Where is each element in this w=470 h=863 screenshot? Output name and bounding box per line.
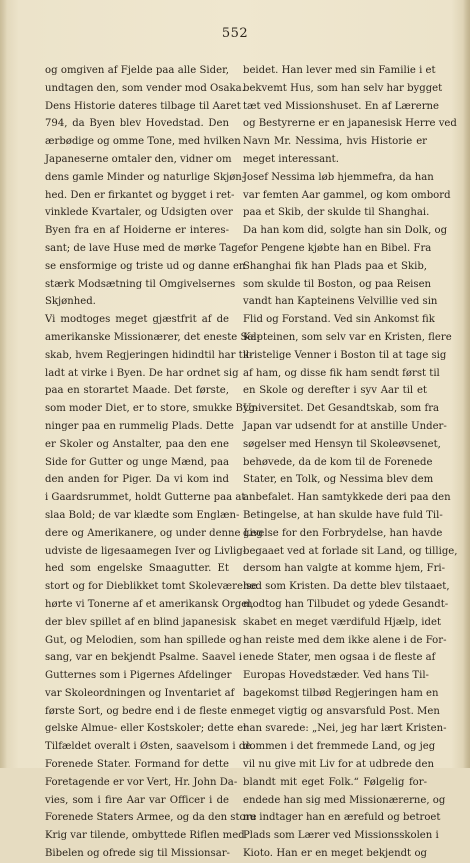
text-column-left [45,62,263,863]
text-line: enede Stater, men ogsaa i de fleste af [243,652,436,664]
text-line: se ensformige og triste ud og danne en [45,260,246,272]
text-line: vinklede Kvartaler, og Udsigten over [45,207,233,219]
text-line: vies, som i fire Aar var Officer i de [45,794,229,806]
text-line: 794, da Byen blev Hovedstad. Den [45,118,229,130]
text-line: Betingelse, at han skulde have fuld Til- [243,509,443,521]
text-line: udviste de ligesaamegen Iver og Livlig- [45,545,247,557]
text-line: anbefalet. Han samtykkede deri paa den [243,492,451,504]
text-line: en Skole og derefter i syv Aar til et [243,385,427,397]
text-line: behøvede, da de kom til de Forenede [243,456,433,468]
text-line: amerikanske Missionærer, det eneste Sel- [45,331,260,343]
text-line: meget interessant. [243,153,339,165]
text-line: var femten Aar gammel, og kom ombord [243,189,451,201]
text-line: Bibelen og ofrede sig til Missionsar- [45,848,230,860]
text-line: hed. Den er firkantet og bygget i ret- [45,189,235,201]
text-line: undtagen den, som vender mod Osaka. [45,82,245,94]
text-line: han reiste med dem ikke alene i de For- [243,634,447,646]
text-line: ladt at virke i Byen. De har ordnet sig [45,367,239,379]
text-line: ærbødige og omme Tone, med hvilken [45,136,241,148]
text-line: stærk Modsætning til Omgivelsernes [45,278,236,290]
text-line: Skjønhed. [45,296,96,308]
text-line: Stater, en Tolk, og Nessima blev dem [243,474,434,486]
text-line: Vi modtoges meget gjæstfrit af de [45,314,229,326]
text-line: kristelige Venner i Boston til at tage sig [243,349,447,361]
text-line: Foretagende er vor Vert, Hr. John Da- [45,776,238,788]
text-line: for Pengene kjøbte han en Bibel. Fra [243,242,432,254]
text-line: beidet. Han lever med sin Familie i et [243,65,436,76]
text-line: dere og Amerikanere, og under denne Leg [45,527,263,539]
text-line: Gutternes som i Pigernes Afdelinger [45,670,232,682]
text-line: og omgiven af Fjelde paa alle Sider, [45,65,229,76]
text-line: blandt mit eget Folk.“ Følgelig for- [243,776,427,788]
text-line: hed som Kristen. Da dette blev tilstaaet, [243,581,450,593]
text-line: Da han kom did, solgte han sin Dolk, og [243,225,448,237]
text-line: paa en storartet Maade. Det første, [45,385,229,397]
text-line: Plads som Lærer ved Missionsskolen i [243,830,439,842]
text-line: endede han sig med Missionærerne, og [243,794,446,806]
text-line: dersom han valgte at komme hjem, Fri- [243,563,446,575]
text-line: meget vigtig og ansvarsfuld Post. Men [243,705,440,717]
text-line: Forenede Staters Armee, og da den store [45,812,257,824]
text-line: der blev spillet af en blind japanesisk [45,616,237,628]
text-line: Krig var tilende, ombyttede Riflen med [45,830,245,842]
text-line: stort og for Dieblikket tomt Skoleværelse [45,581,258,593]
text-line: og Bestyrerne er en japanesisk Herre ved [243,118,457,130]
text-line: Europas Hovedstæder. Ved hans Til- [243,670,429,682]
text-line: hørte vi Tonerne af et amerikansk Orgel, [45,598,254,610]
text-line: skab, hvem Regjeringen hidindtil har til- [45,349,253,361]
text-line: Japan var udsendt for at anstille Under- [243,420,447,432]
text-line: Kioto. Han er en meget bekjendt og [243,848,427,860]
text-line: var Skoleordningen og Inventariet af [45,687,235,699]
text-line: den anden for Piger. Da vi kom ind [45,474,229,486]
text-line: slaa Bold; de var klædte som Englæn- [45,509,240,521]
text-line: Kapteinen, som selv var en Kristen, flere [243,331,452,343]
text-line: Flid og Forstand. Ved sin Ankomst fik [243,314,435,326]
text-line: Japaneserne omtaler den, vidner om [45,153,232,165]
text-line: første Sort, og bedre end i de fleste en- [45,705,247,717]
text-line: begaaet ved at forlade sit Land, og tillige, [243,545,458,557]
text-line: dommen i det fremmede Land, og jeg [243,741,436,753]
text-line: han svarede: „Nei, jeg har lært Kristen- [243,723,447,735]
text-line: Shanghai fik han Plads paa et Skib, [243,260,427,272]
text-line: vandt han Kapteinens Velvillie ved sin [243,296,438,308]
page-number: 552 [221,26,249,41]
text-line: vil nu give mit Liv for at udbrede den [243,759,434,771]
text-line: som moder Diet, er to store, smukke Byg- [45,403,259,415]
text-line: nu indtager han en ærefuld og betroet [243,812,441,824]
text-line: søgelser med Hensyn til Skoleøvsenet, [243,438,441,450]
text-line: som skulde til Boston, og paa Reisen [243,278,432,290]
text-line: bekvemt Hus, som han selv har bygget [243,82,443,94]
text-line: gelske Almue- eller Kostskoler; dette er [45,723,248,735]
text-line: Josef Nessima løb hjemmefra, da han [243,171,434,183]
text-line: hed som engelske Smaagutter. Et [45,563,229,575]
text-line: givelse for den Forbrydelse, han havde [243,527,443,539]
text-line: Forenede Stater. Formand for dette [45,759,229,771]
text-column-right [243,62,458,863]
text-line: modtog han Tilbudet og ydede Gesandt- [243,598,449,610]
text-line: paa et Skib, der skulde til Shanghai. [243,207,430,219]
text-line: i Gaardsrummet, holdt Gutterne paa at [45,492,246,504]
text-line: dens gamle Minder og naturlige Skjøn- [45,171,246,183]
text-line: skabet en meget værdifuld Hjælp, idet [243,616,442,628]
text-line: sang, var en bekjendt Psalme. Saavel i [45,652,243,664]
text-line: Side for Gutter og unge Mænd, paa [45,456,229,468]
text-line: er Skoler og Anstalter, paa den ene [45,438,229,450]
text-line: Navn Mr. Nessima, hvis Historie er [243,136,427,148]
text-line: Tilfældet overalt i Østen, saavelsom i de [45,741,252,753]
page-edge-shadow-right [463,0,470,768]
text-line: ninger paa en rummelig Plads. Dette [45,420,234,432]
text-line: af ham, og disse fik ham sendt først til [243,367,440,379]
text-line: Gut, og Melodien, som han spillede og [45,634,242,646]
text-line: Byen fra en af Hoiderne er interes- [45,225,229,237]
text-line: Universitet. Det Gesandtskab, som fra [243,403,440,415]
text-line: bagekomst tilbød Regjeringen ham en [243,687,439,699]
page-edge-shadow-left [0,0,7,768]
text-line: tæt ved Missionshuset. En af Lærerne [243,100,440,112]
text-line: sant; de lave Huse med de mørke Tage [45,242,244,254]
text-line: Dens Historie dateres tilbage til Aaret [45,100,241,112]
